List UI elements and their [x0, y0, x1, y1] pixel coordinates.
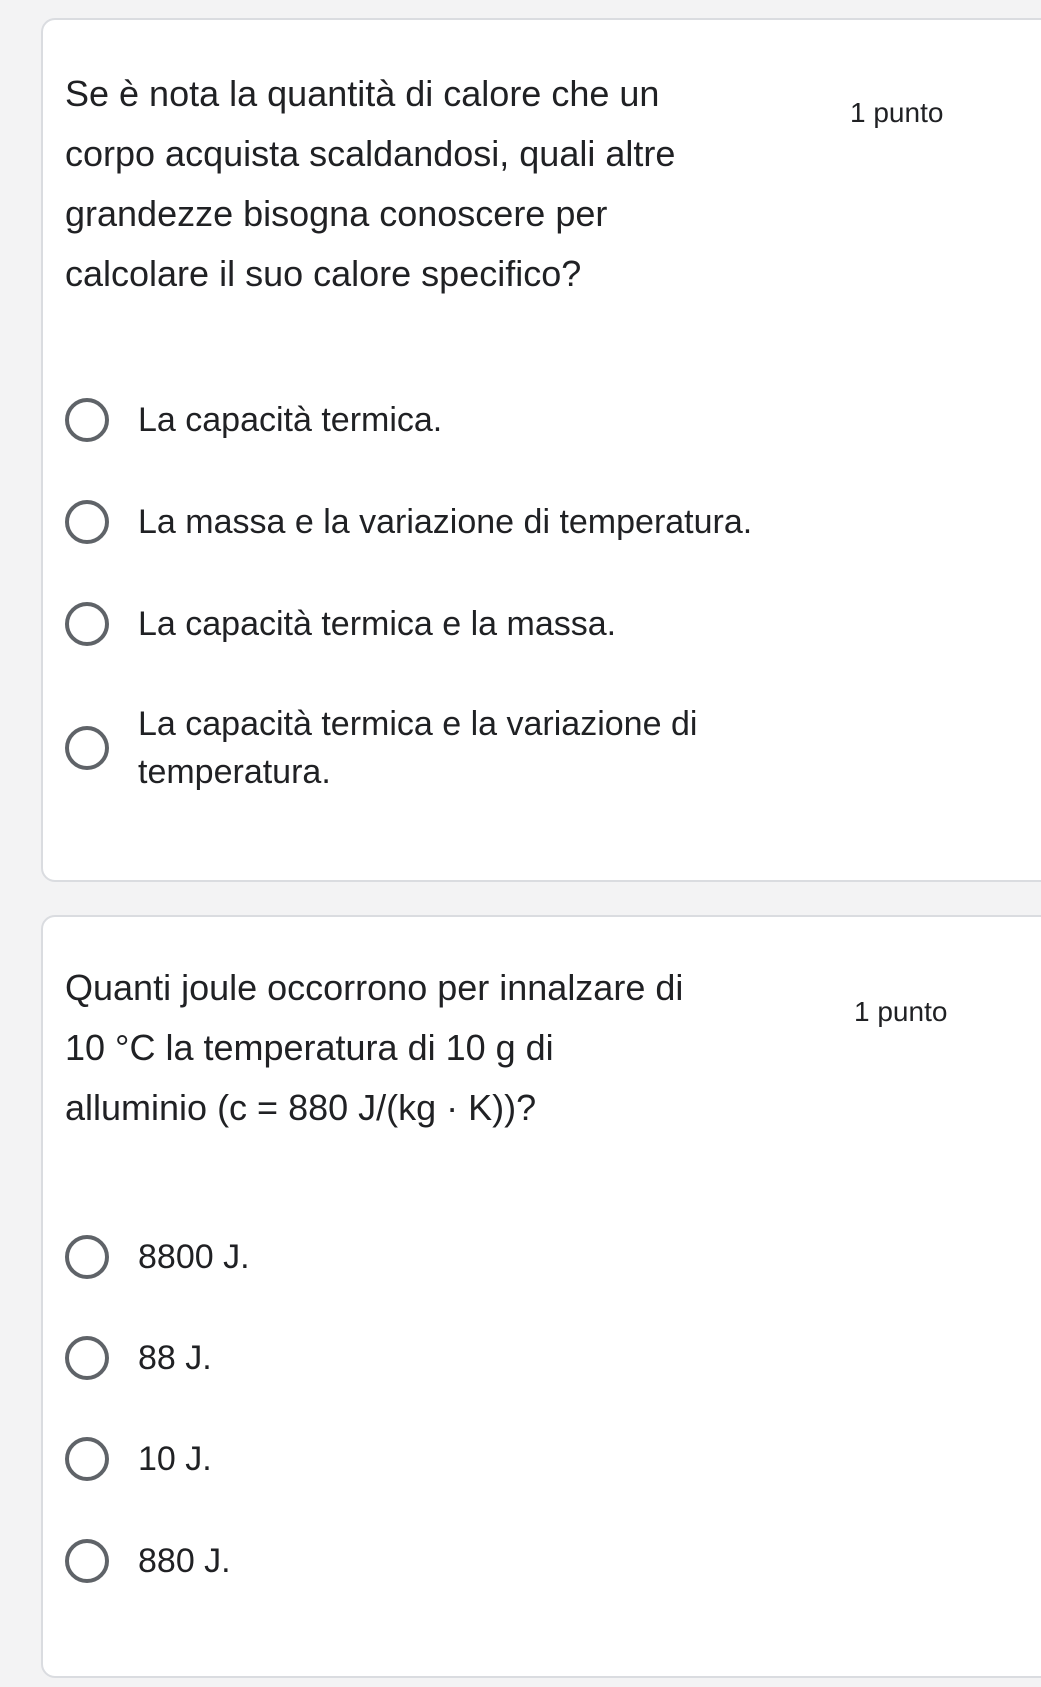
question-2-text: Quanti joule occorrono per innalzare di 10 °C la temperatura di 10 g di alluminio (c = 880 J/(kg · K))?: [65, 967, 684, 1128]
question-2-option-4[interactable]: [65, 1537, 925, 1585]
radio-unchecked-icon[interactable]: [65, 602, 109, 646]
radio-unchecked-icon[interactable]: [65, 726, 109, 770]
radio-unchecked-icon[interactable]: [65, 1539, 109, 1583]
question-1-option-2[interactable]: [65, 498, 925, 546]
option-label[interactable]: La capacità termica e la massa.: [138, 605, 617, 643]
radio-unchecked-icon[interactable]: [65, 1336, 109, 1380]
option-label[interactable]: La capacità termica.: [138, 401, 443, 439]
radio-unchecked-icon[interactable]: [65, 1437, 109, 1481]
option-label[interactable]: 8800 J.: [138, 1238, 250, 1276]
question-1-option-4[interactable]: [65, 700, 845, 796]
question-1-points: 1 punto: [850, 97, 944, 128]
radio-unchecked-icon[interactable]: [65, 500, 109, 544]
option-label[interactable]: La massa e la variazione di temperatura.: [138, 503, 753, 541]
option-label[interactable]: 88 J.: [138, 1339, 212, 1377]
option-label[interactable]: 880 J.: [138, 1542, 231, 1580]
option-label[interactable]: La capacità termica e la variazione di temperatura.: [138, 705, 698, 791]
radio-unchecked-icon[interactable]: [65, 1235, 109, 1279]
question-2-points: 1 punto: [854, 996, 948, 1027]
question-1-option-3[interactable]: [65, 600, 925, 648]
question-1-option-1[interactable]: [65, 396, 925, 444]
question-2-option-2[interactable]: [65, 1334, 925, 1382]
radio-unchecked-icon[interactable]: [65, 398, 109, 442]
option-label[interactable]: 10 J.: [138, 1440, 212, 1478]
question-2-option-3[interactable]: [65, 1435, 925, 1483]
question-1-text: Se è nota la quantità di calore che un corpo acquista scaldandosi, quali altre grandezze bisogna conoscere per calcolare il suo calore specifico?: [65, 73, 676, 294]
question-2-option-1[interactable]: [65, 1233, 925, 1281]
